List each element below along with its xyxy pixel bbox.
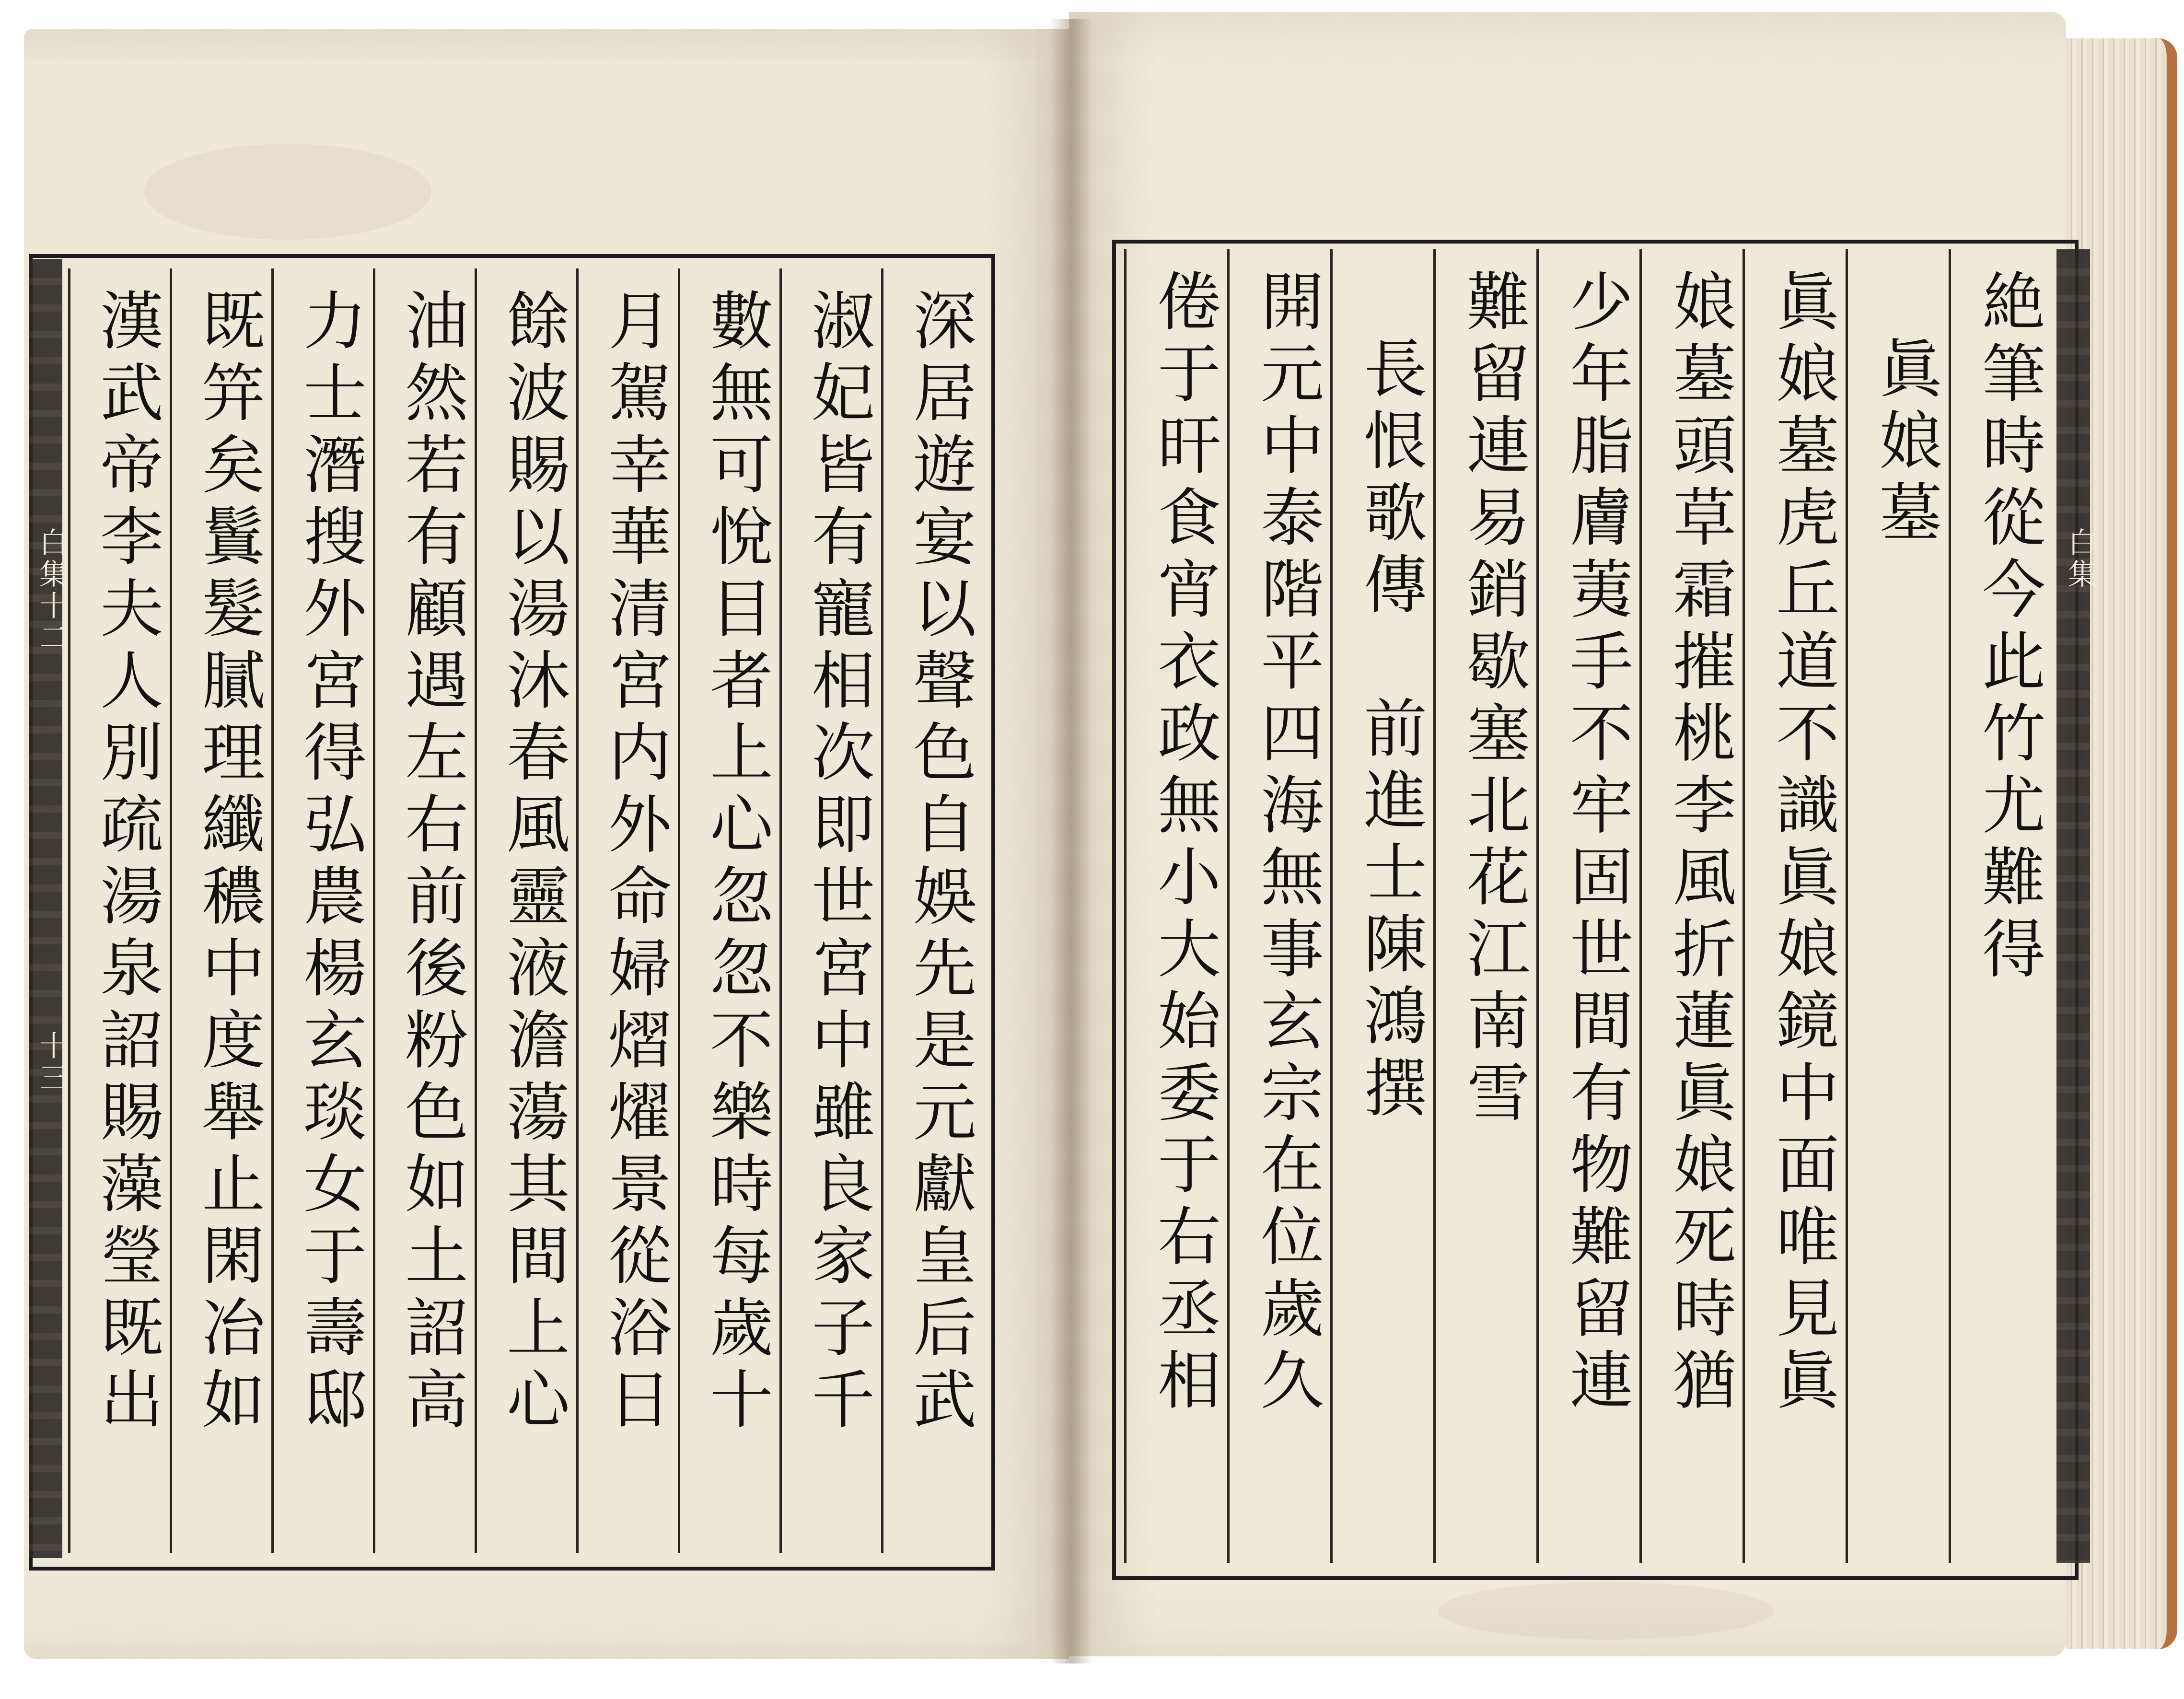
text-column: 深居遊宴以聲色自娛先是元獻皇后武: [881, 268, 983, 1553]
text-column: 開元中泰階平四海無事玄宗在位歲久: [1227, 249, 1330, 1563]
text-column: 漢武帝李夫人別疏湯泉詔賜藻瑩既出: [68, 268, 170, 1553]
left-margin-page-number: 十三: [35, 1031, 68, 1094]
text-column: 眞娘墓虎丘道不識眞娘鏡中面唯見眞: [1743, 249, 1846, 1563]
book-gutter: [1050, 19, 1093, 1664]
text-column: 娘墓頭草霜摧桃李風折蓮眞娘死時猶: [1639, 249, 1743, 1563]
text-column: 力士潛搜外宮得弘農楊玄琰女于壽邸: [271, 268, 373, 1553]
right-text-columns: [1122, 249, 2052, 1563]
text-column: 油然若有顧遇左右前後粉色如土詔高: [373, 268, 475, 1553]
section-title: 眞娘墓: [1846, 249, 1949, 1563]
text-column: 數無可悅目者上心忽忽不樂時每歲十: [678, 268, 779, 1553]
text-column: 難留連易銷歇塞北花江南雪: [1433, 249, 1536, 1563]
text-column: 淑妃皆有寵相次即世宮中雖良家子千: [779, 268, 881, 1553]
text-column: 絶筆時從今此竹尤難得: [1949, 249, 2052, 1563]
text-column: 既笄矣鬒髮膩理纖穠中度舉止閑冶如: [170, 268, 271, 1553]
text-column: 餘波賜以湯沐春風靈液澹蕩其間上心: [475, 268, 576, 1553]
paper-stain: [144, 144, 431, 240]
right-margin-title: 白集: [2063, 527, 2097, 591]
left-margin-title: 白集十二: [35, 527, 68, 654]
section-title: 長恨歌傳 前進士陳鴻撰: [1330, 249, 1433, 1563]
text-column: 倦于旰食宵衣政無小大始委于右丞相: [1124, 249, 1227, 1563]
text-column: 少年脂膚荑手不牢固世間有物難留連: [1536, 249, 1639, 1563]
left-margin-block: [29, 259, 62, 1558]
left-text-columns: [67, 268, 983, 1553]
text-column: 月駕幸華清宮内外命婦熠燿景從浴日: [576, 268, 678, 1553]
right-margin-block: [2056, 249, 2090, 1563]
paper-stain: [1438, 1582, 1774, 1640]
